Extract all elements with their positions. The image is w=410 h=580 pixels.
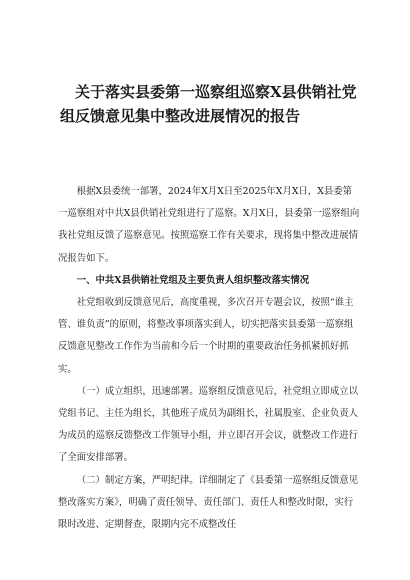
body-paragraph: 社党组收到反馈意见后，高度重视，多次召开专题会议，按照“谁主管、谁负责”的原则，将整改事项落实到人，切实把落实县委第一巡察组反馈意见整改工作作为当前和今后一个时期的重要政治任务抓紧抓好抓实。 xyxy=(58,297,354,375)
section-heading: 一、中共X县供销社党组及主要负责人组织整改落实情况 xyxy=(76,274,310,286)
document-title: 关于落实县委第一巡察组巡察X县供销社党组反馈意见集中整改进展情况的报告 xyxy=(60,83,357,125)
body-paragraph: （一）成立组织，迅速部署。巡察组反馈意见后，社党组立即成立以党组书记、主任为组长，其他班子成员为副组长，社属股室、企业负责人为成员的巡察反馈整改工作领导小组，并立即召开会议，就整改工作进行了全面安排部署。 xyxy=(58,385,359,464)
body-paragraph: （二）制定方案，严明纪律。详细制定了《县委第一巡察组反馈意见整改落实方案》，明确了责任领导、责任部门、责任人和整改时限，实行限时改进、定期督查，限期内完不成整改任 xyxy=(58,474,359,531)
document-body xyxy=(58,181,360,536)
intro-paragraph: 根据X县委统一部署，2024年X月X日至2025年X月X日，X县委第一巡察组对中共X县供销社党组进行了巡察。X月X日，县委第一巡察组向我社党组反馈了巡察意见。按照巡察工作有关要求，现将集中整改进展情况报告如下。 xyxy=(58,186,360,264)
